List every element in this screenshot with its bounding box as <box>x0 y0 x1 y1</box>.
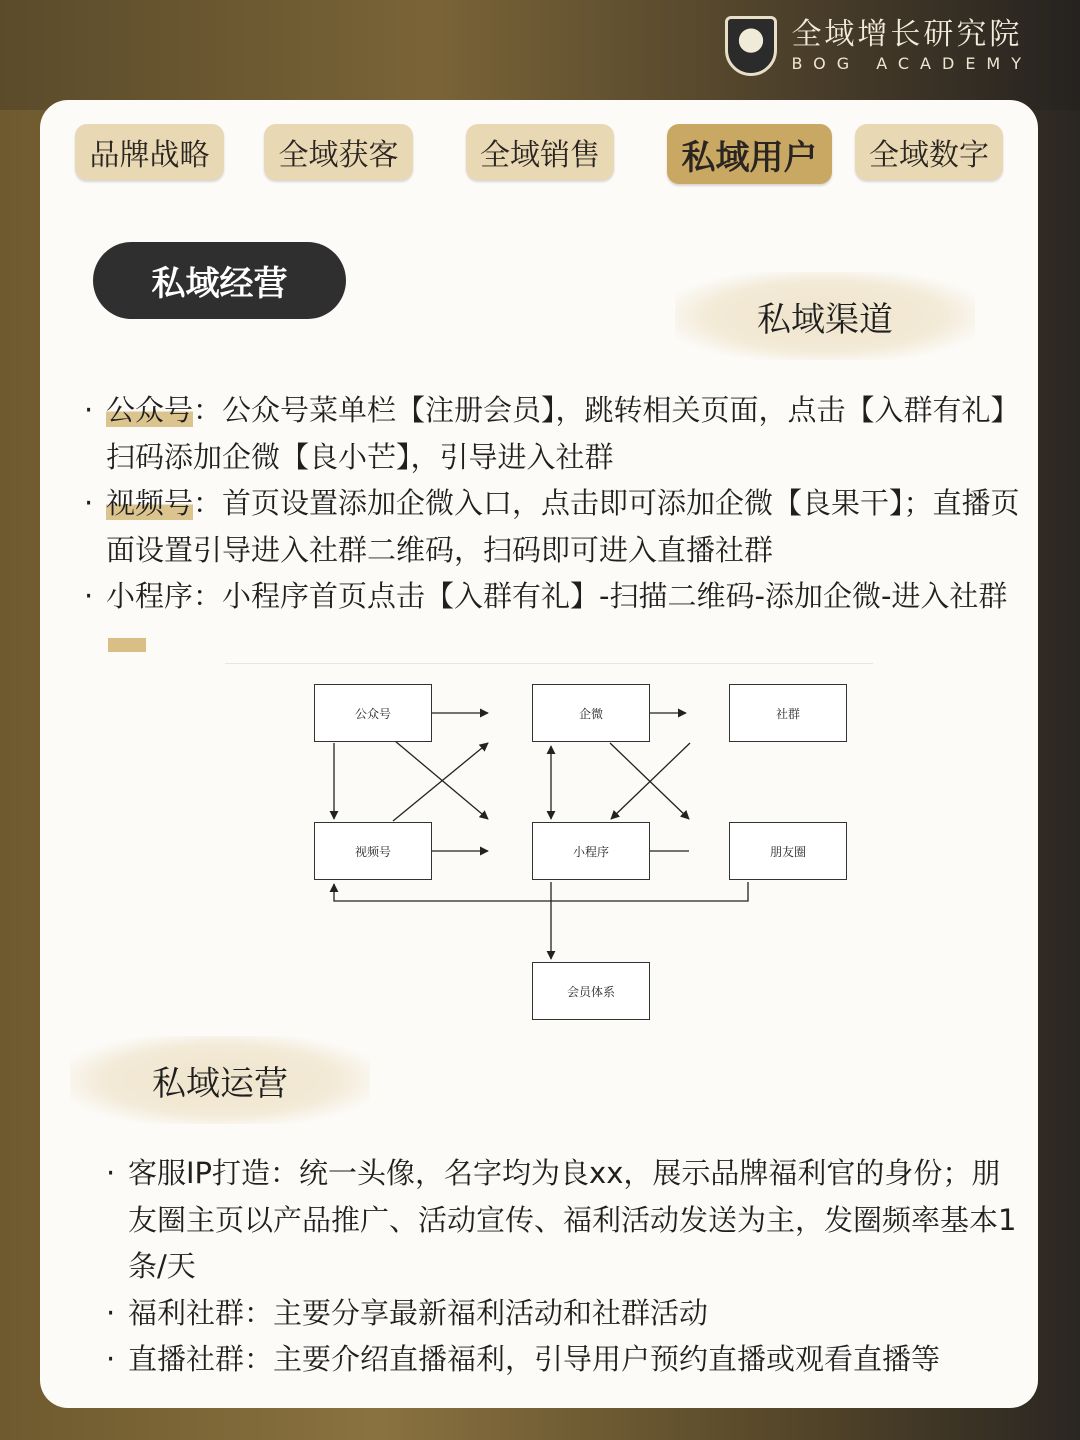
tab-omni-sales[interactable]: 全域销售 <box>466 124 614 180</box>
section-pill: 私域经营 <box>93 242 346 319</box>
item-text: 直播社群：主要介绍直播福利，引导用户预约直播或观看直播等 <box>128 1342 941 1376</box>
list-item <box>102 1150 1022 1290</box>
term-sph: 视频号 <box>106 486 194 520</box>
list-item <box>80 387 1020 480</box>
list-item <box>102 1336 1022 1383</box>
list-item <box>80 480 1020 573</box>
operations-list <box>102 1150 1022 1383</box>
tab-brand-strategy[interactable]: 品牌战略 <box>75 124 224 180</box>
tab-customer-acquisition[interactable]: 全域获客 <box>264 124 413 180</box>
channels-heading: 私域渠道 <box>675 272 975 360</box>
bullet: · <box>84 486 94 520</box>
bullet: · <box>106 1156 116 1190</box>
bullet: · <box>106 1342 116 1376</box>
node-xcx: 小程序 <box>532 822 650 880</box>
brand-name-en: BOG ACADEMY <box>791 54 1032 73</box>
brand-header <box>725 16 1032 76</box>
list-item <box>80 573 1020 666</box>
brand-text <box>791 17 1032 75</box>
list-item <box>102 1290 1022 1337</box>
tab-private-users[interactable]: 私域用户 <box>667 124 832 184</box>
bullet: · <box>106 1295 116 1330</box>
content-card <box>40 100 1038 1408</box>
node-sph: 视频号 <box>314 822 432 880</box>
term-gzh: 公众号 <box>106 393 194 427</box>
node-gzh: 公众号 <box>314 684 432 742</box>
flow-diagram <box>225 663 873 1027</box>
term-xcx: 小程序 <box>106 579 194 613</box>
item-text: 客服IP打造：统一头像，名字均为良xx，展示品牌福利官的身份；朋友圈主页以产品推广、活动宣传、福利活动发送为主，发圈频率基本1条/天 <box>128 1156 1017 1283</box>
operations-heading: 私域运营 <box>70 1036 370 1124</box>
node-sq: 社群 <box>729 684 847 742</box>
node-qw: 企微 <box>532 684 650 742</box>
node-hy: 会员体系 <box>532 962 650 1020</box>
bullet: · <box>84 579 94 613</box>
item-text: ：公众号菜单栏【注册会员】，跳转相关页面，点击【入群有礼】扫码添加企微【良小芒】，引导进入社群 <box>106 393 1020 474</box>
highlight-mark <box>108 638 146 652</box>
academy-crest-icon <box>725 16 777 76</box>
bullet: · <box>84 393 94 427</box>
node-pyq: 朋友圈 <box>729 822 847 880</box>
item-text: 福利社群：主要分享最新福利活动和社群活动 <box>128 1295 709 1330</box>
brand-name-cn: 全域增长研究院 <box>791 17 1023 52</box>
item-text: ：首页设置添加企微入口，点击即可添加企微【良果干】；直播页面设置引导进入社群二维码，扫码即可进入直播社群 <box>106 486 1020 567</box>
channels-list <box>80 387 1020 666</box>
tab-omni-digital[interactable]: 全域数字 <box>855 124 1003 180</box>
item-text: ：小程序首页点击【入群有礼】-扫描二维码-添加企微-进入社群 <box>193 579 1008 613</box>
